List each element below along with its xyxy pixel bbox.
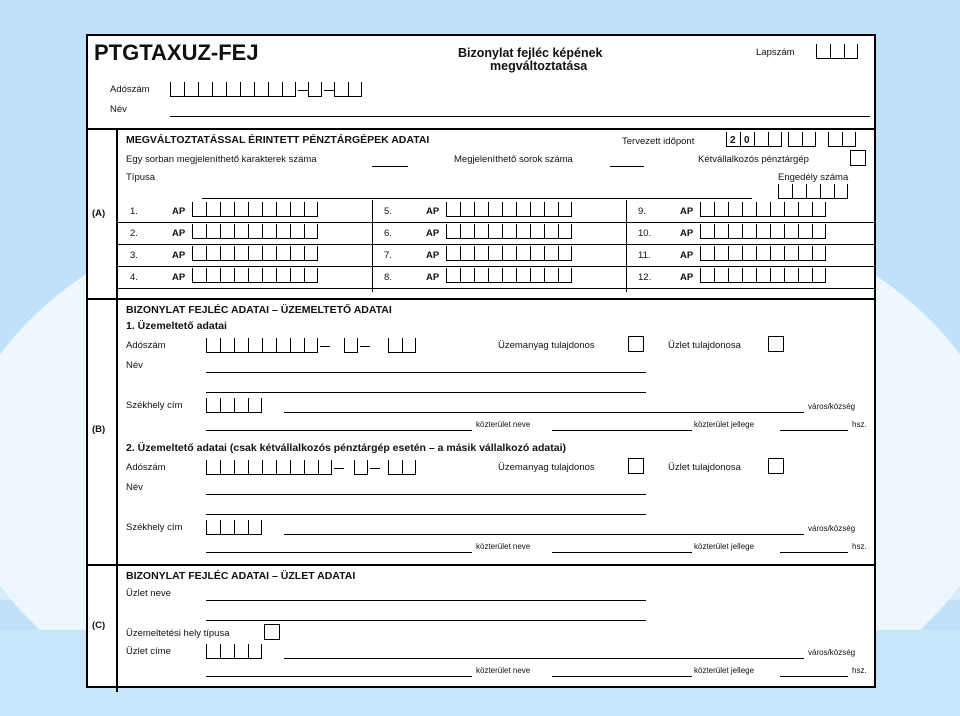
ap-number-field[interactable] — [446, 268, 572, 283]
ap-number-field[interactable] — [700, 268, 826, 283]
ap-prefix-label: AP — [172, 206, 186, 217]
op1-tax-suffix1[interactable] — [344, 338, 358, 353]
op1-name-field[interactable] — [206, 372, 646, 373]
op1-tax-suffix2[interactable] — [388, 338, 416, 353]
shop-name-field-2[interactable] — [206, 620, 646, 621]
shop-name-label: Üzlet neve — [126, 588, 171, 599]
ap-row-divider — [116, 288, 874, 289]
ap-row-divider — [116, 266, 874, 267]
shop-house-no-field[interactable] — [780, 676, 848, 677]
ap-prefix-label: AP — [680, 272, 694, 283]
op1-street-name-label: közterület neve — [476, 420, 531, 429]
op2-street-type-field[interactable] — [552, 552, 692, 553]
op2-name-field[interactable] — [206, 494, 646, 495]
header-tax-suffix1[interactable] — [308, 82, 322, 97]
ap-prefix-label: AP — [172, 228, 186, 239]
lines-label: Megjeleníthető sorok száma — [454, 154, 573, 165]
ap-number-field[interactable] — [446, 202, 572, 217]
op2-fuel-owner-label: Üzemanyag tulajdonos — [498, 462, 595, 473]
ap-row-number: 12. — [638, 272, 652, 283]
form-title-line1: Bizonylat fejléc képének — [458, 46, 603, 60]
ap-row-number: 8. — [384, 272, 392, 283]
op1-city-label: város/község — [808, 402, 856, 411]
ap-row-divider — [116, 244, 874, 245]
op1-tax-field[interactable] — [206, 338, 318, 353]
op2-tax-field[interactable] — [206, 460, 332, 475]
ap-prefix-label: AP — [426, 272, 440, 283]
ap-number-field[interactable] — [192, 202, 318, 217]
op2-seat-label: Székhely cím — [126, 522, 183, 533]
tax-dash — [324, 90, 334, 91]
section-b-tag: (B) — [92, 424, 106, 435]
ap-row-number: 5. — [384, 206, 392, 217]
op1-shop-owner-label: Üzlet tulajdonosa — [668, 340, 741, 351]
op2-tax-suffix1[interactable] — [354, 460, 368, 475]
tax-dash — [320, 346, 330, 347]
shop-zip-field[interactable] — [206, 644, 262, 659]
year-digit-1: 2 — [730, 135, 736, 146]
op2-shop-owner-checkbox[interactable] — [768, 458, 784, 474]
ap-number-field[interactable] — [192, 268, 318, 283]
planned-date-label: Tervezett időpont — [622, 136, 695, 147]
site-type-box[interactable] — [264, 624, 280, 640]
section-c-tag: (C) — [92, 620, 106, 631]
op1-fuel-owner-checkbox[interactable] — [628, 336, 644, 352]
op1-name-label: Név — [126, 360, 143, 371]
shop-street-name-label: közterület neve — [476, 666, 531, 675]
ap-row-number: 9. — [638, 206, 646, 217]
section-c-title: BIZONYLAT FEJLÉC ADATAI – ÜZLET ADATAI — [126, 570, 356, 582]
op2-name-label: Név — [126, 482, 143, 493]
op2-shop-owner-label: Üzlet tulajdonosa — [668, 462, 741, 473]
lines-field[interactable] — [610, 166, 644, 167]
ap-number-field[interactable] — [700, 202, 826, 217]
ap-number-field[interactable] — [700, 224, 826, 239]
op2-street-type-label: közterület jellege — [694, 542, 755, 551]
op1-zip-field[interactable] — [206, 398, 262, 413]
planned-date-month[interactable] — [788, 132, 816, 147]
operator2-title: 2. Üzemeltető adatai (csak kétvállalkozós pénztárgép esetén – a másik vállalkozó adatai) — [126, 442, 567, 454]
two-enterprise-checkbox[interactable] — [850, 150, 866, 166]
permit-field[interactable] — [778, 184, 848, 199]
op1-street-field[interactable] — [206, 430, 472, 431]
op1-street-type-label: közterület jellege — [694, 420, 755, 429]
op2-city-field[interactable] — [284, 534, 804, 535]
op2-house-no-field[interactable] — [780, 552, 848, 553]
permit-label: Engedély száma — [778, 172, 849, 183]
operator1-title: 1. Üzemeltető adatai — [126, 320, 227, 332]
ap-number-field[interactable] — [192, 246, 318, 261]
op1-house-no-field[interactable] — [780, 430, 848, 431]
ap-row-number: 11. — [638, 250, 651, 261]
op1-house-no-label: hsz. — [852, 420, 867, 429]
left-margin-line — [116, 128, 118, 692]
op1-tax-label: Adószám — [126, 340, 166, 351]
shop-name-field[interactable] — [206, 600, 646, 601]
shop-street-type-field[interactable] — [552, 676, 692, 677]
op2-fuel-owner-checkbox[interactable] — [628, 458, 644, 474]
op2-tax-label: Adószám — [126, 462, 166, 473]
ap-number-field[interactable] — [700, 246, 826, 261]
ap-row-number: 2. — [130, 228, 138, 239]
header-tax-number-label: Adószám — [110, 84, 150, 95]
ap-prefix-label: AP — [426, 206, 440, 217]
ap-row-number: 3. — [130, 250, 138, 261]
op2-city-label: város/község — [808, 524, 856, 533]
chars-per-line-label: Egy sorban megjeleníthető karakterek száma — [126, 154, 317, 165]
section-a-tag: (A) — [92, 208, 106, 219]
ap-row-number: 6. — [384, 228, 392, 239]
ap-prefix-label: AP — [680, 228, 694, 239]
op2-street-name-label: közterület neve — [476, 542, 531, 551]
site-type-label: Üzemeltetési hely típusa — [126, 628, 230, 639]
op1-name-field-2[interactable] — [206, 392, 646, 393]
header-name-field[interactable] — [170, 116, 870, 117]
ap-number-field[interactable] — [192, 224, 318, 239]
section-c-border — [88, 564, 874, 566]
tax-dash — [298, 90, 308, 91]
form-title-line2: megváltoztatása — [490, 59, 588, 73]
tax-dash — [360, 346, 370, 347]
ap-column-divider — [372, 200, 373, 292]
ap-row-number: 4. — [130, 272, 138, 283]
header-tax-number-field[interactable] — [170, 82, 296, 97]
ap-column-divider — [626, 200, 627, 292]
op2-zip-field[interactable] — [206, 520, 262, 535]
chars-per-line-field[interactable] — [372, 166, 408, 167]
page-number-label: Lapszám — [756, 47, 795, 58]
op2-street-field[interactable] — [206, 552, 472, 553]
ap-number-field[interactable] — [446, 224, 572, 239]
ap-prefix-label: AP — [426, 250, 440, 261]
shop-street-type-label: közterület jellege — [694, 666, 755, 675]
section-b-border — [88, 298, 874, 300]
ap-prefix-label: AP — [172, 250, 186, 261]
header-tax-suffix2[interactable] — [334, 82, 362, 97]
ap-prefix-label: AP — [680, 250, 694, 261]
section-b-title: BIZONYLAT FEJLÉC ADATAI – ÜZEMELTETŐ ADATAI — [126, 304, 392, 316]
shop-street-field[interactable] — [206, 676, 472, 677]
op1-street-type-field[interactable] — [552, 430, 692, 431]
section-a-title: MEGVÁLTOZTATÁSSAL ÉRINTETT PÉNZTÁRGÉPEK ADATAI — [126, 134, 430, 146]
type-field[interactable] — [202, 198, 752, 199]
op1-seat-label: Székhely cím — [126, 400, 183, 411]
tax-dash — [370, 468, 380, 469]
form-sheet — [86, 34, 876, 688]
ap-row-number: 7. — [384, 250, 392, 261]
planned-date-day[interactable] — [828, 132, 856, 147]
ap-prefix-label: AP — [172, 272, 186, 283]
type-label: Típusa — [126, 172, 156, 183]
ap-number-field[interactable] — [446, 246, 572, 261]
header-name-label: Név — [110, 104, 127, 115]
ap-row-number: 10. — [638, 228, 652, 239]
tax-dash — [334, 468, 344, 469]
op2-tax-suffix2[interactable] — [388, 460, 416, 475]
shop-house-no-label: hsz. — [852, 666, 867, 675]
page-number-field[interactable] — [816, 44, 858, 59]
shop-city-label: város/község — [808, 648, 856, 657]
year-digit-2: 0 — [744, 135, 750, 146]
form-code: PTGTAXUZ-FEJ — [94, 40, 259, 65]
ap-prefix-label: AP — [680, 206, 694, 217]
section-a-border — [88, 128, 874, 130]
op1-city-field[interactable] — [284, 412, 804, 413]
ap-row-divider — [116, 222, 874, 223]
op2-house-no-label: hsz. — [852, 542, 867, 551]
op1-shop-owner-checkbox[interactable] — [768, 336, 784, 352]
shop-city-field[interactable] — [284, 658, 804, 659]
two-enterprise-label: Kétvállalkozós pénztárgép — [698, 154, 809, 165]
ap-row-number: 1. — [130, 206, 138, 217]
shop-address-label: Üzlet címe — [126, 646, 171, 657]
op2-name-field-2[interactable] — [206, 514, 646, 515]
op1-fuel-owner-label: Üzemanyag tulajdonos — [498, 340, 595, 351]
ap-prefix-label: AP — [426, 228, 440, 239]
